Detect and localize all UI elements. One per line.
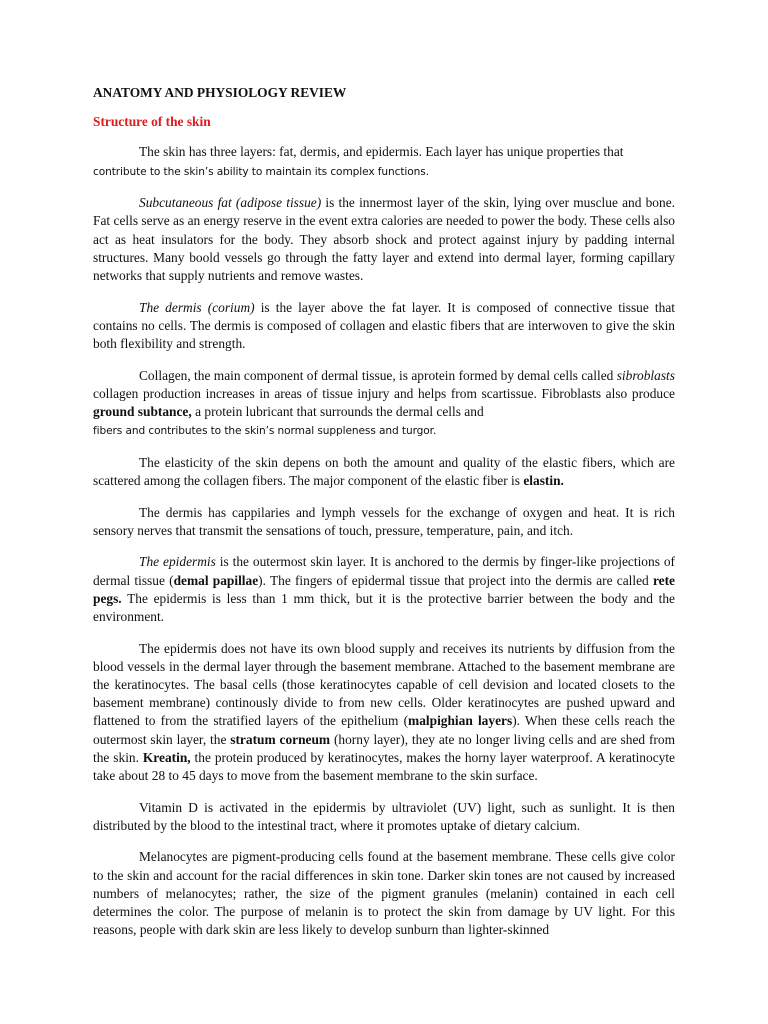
term-italic: The epidermis — [139, 554, 216, 570]
term-bold: elastin. — [523, 473, 564, 489]
paragraph-text: is the outermost skin layer. It is anchored to the dermis by finger-like projections of dermal tissue ( — [93, 554, 675, 588]
document-title: ANATOMY AND PHYSIOLOGY REVIEW — [93, 85, 347, 100]
paragraph-text: is the layer above the fat layer. It is composed of connective tissue that contains no cells. The dermis is composed of collagen and elastic fibers that are interwoven to give the skin both flexibility and strength. — [93, 299, 675, 352]
paragraph-text: Melanocytes are pigment-producing cells found at the basement membrane. These cells give color to the skin and account for the racial differences in skin tone. Darker skin tones are not caused by increased numbers of melanocytes; rather, the size of the pigment granules (melanin) contained in each cell determines the color. The purpose of melanin is to protect the skin from damage by UV light. For this reasons, people with dark skin are less likely to develop sunburn than lighter-skinned — [93, 849, 675, 938]
paragraph-epidermis — [93, 553, 675, 626]
paragraph-text: (horny layer), they ate no longer living cells and are shed from the skin. — [93, 731, 675, 765]
paragraph-text: collagen production increases in areas of tissue injury and helps from scartissue. Fibroblasts also produce — [93, 385, 675, 401]
paragraph-melanocytes — [93, 848, 675, 939]
document-page — [93, 84, 675, 953]
paragraph-text: is the innermost layer of the skin, lying over musclue and bone. Fat cells serve as an energy reserve in the event extra calories are needed to power the body. These cells also act as heat insulators for the body. They absorb shock and protect against injury by padding internal structures. Many boold vessels go through the fatty layer and extend into dermal layer, forming capillary networks that supply nutrients and remove wastes. — [93, 195, 675, 284]
paragraph-text: The elasticity of the skin depens on both the amount and quality of the elastic fibers, which are scattered among the collagen fibers. The major component of the elastic fiber is — [93, 454, 675, 489]
paragraph-collagen — [93, 367, 675, 441]
paragraph-dermis — [93, 299, 675, 354]
paragraph-epidermis-supply — [93, 640, 675, 786]
paragraph-text: The epidermis is less than 1 mm thick, but it is the protective barrier between the body and the environment. — [93, 590, 675, 625]
paragraph-text: contribute to the skin’s ability to maintain its complex functions. — [93, 165, 429, 178]
section-heading: Structure of the skin — [93, 114, 211, 130]
term-bold: rete pegs. — [93, 572, 676, 606]
term-italic: The dermis (corium) — [139, 299, 255, 315]
paragraph-text: ). The fingers of epidermal tissue that project into the dermis are called — [258, 572, 653, 588]
paragraph-vitamin-d — [93, 799, 675, 835]
paragraph-text: the protein produced by keratinocytes, makes the horny layer waterproof. A keratinocyte take about 28 to 45 days to move from the basement membrane to the skin surface. — [93, 749, 675, 784]
paragraph-subcutaneous-fat — [93, 194, 675, 285]
paragraph-text: The epidermis does not have its own blood supply and receives its nutrients by diffusion from the blood vessels in the dermal layer through the basement membrane. Attached to the basement membrane are the keratinocytes. The basal cells (those keratinocytes capable of cell devision and located closets to the basement membrane) continously divide to from new cells. Older keratinocytes are pushed upward and flattened to from the stratified layers of the epithelium ( — [93, 640, 675, 729]
paragraph-text: fibers and contributes to the skin’s normal suppleness and turgor. — [93, 425, 437, 438]
term-bold: demal papillae — [173, 572, 259, 588]
paragraph-layers — [93, 143, 675, 180]
paragraph-text: ). When these cells reach the outermost skin layer, the — [93, 713, 675, 747]
paragraph-elasticity — [93, 454, 675, 490]
term-italic: sibroblasts — [616, 367, 675, 383]
paragraph-text: Vitamin D is activated in the epidermis by ultraviolet (UV) light, such as sunlight. It is then distributed by the blood to the intestinal tract, where it promotes uptake of dietary calcium. — [93, 799, 675, 833]
term-bold: Kreatin, — [142, 749, 191, 765]
paragraph-text: The skin has three layers: fat, dermis, and epidermis. Each layer has unique properties that — [139, 144, 624, 160]
term-italic: Subcutaneous fat (adipose tissue) — [139, 195, 322, 211]
paragraph-text: The dermis has cappilaries and lymph vessels for the exchange of oxygen and heat. It is rich sensory nerves that transmit the sensations of touch, pressure, temperature, pain, and itch. — [93, 504, 675, 538]
term-bold: ground subtance, — [93, 404, 192, 420]
paragraph-capillaries — [93, 504, 675, 540]
paragraph-text: a protein lubricant that surrounds the dermal cells and — [191, 404, 484, 420]
term-bold: malpighian layers — [408, 713, 513, 729]
paragraph-text: Collagen, the main component of dermal tissue, is aprotein formed by demal cells called — [139, 367, 617, 383]
term-bold: stratum corneum — [230, 731, 331, 747]
